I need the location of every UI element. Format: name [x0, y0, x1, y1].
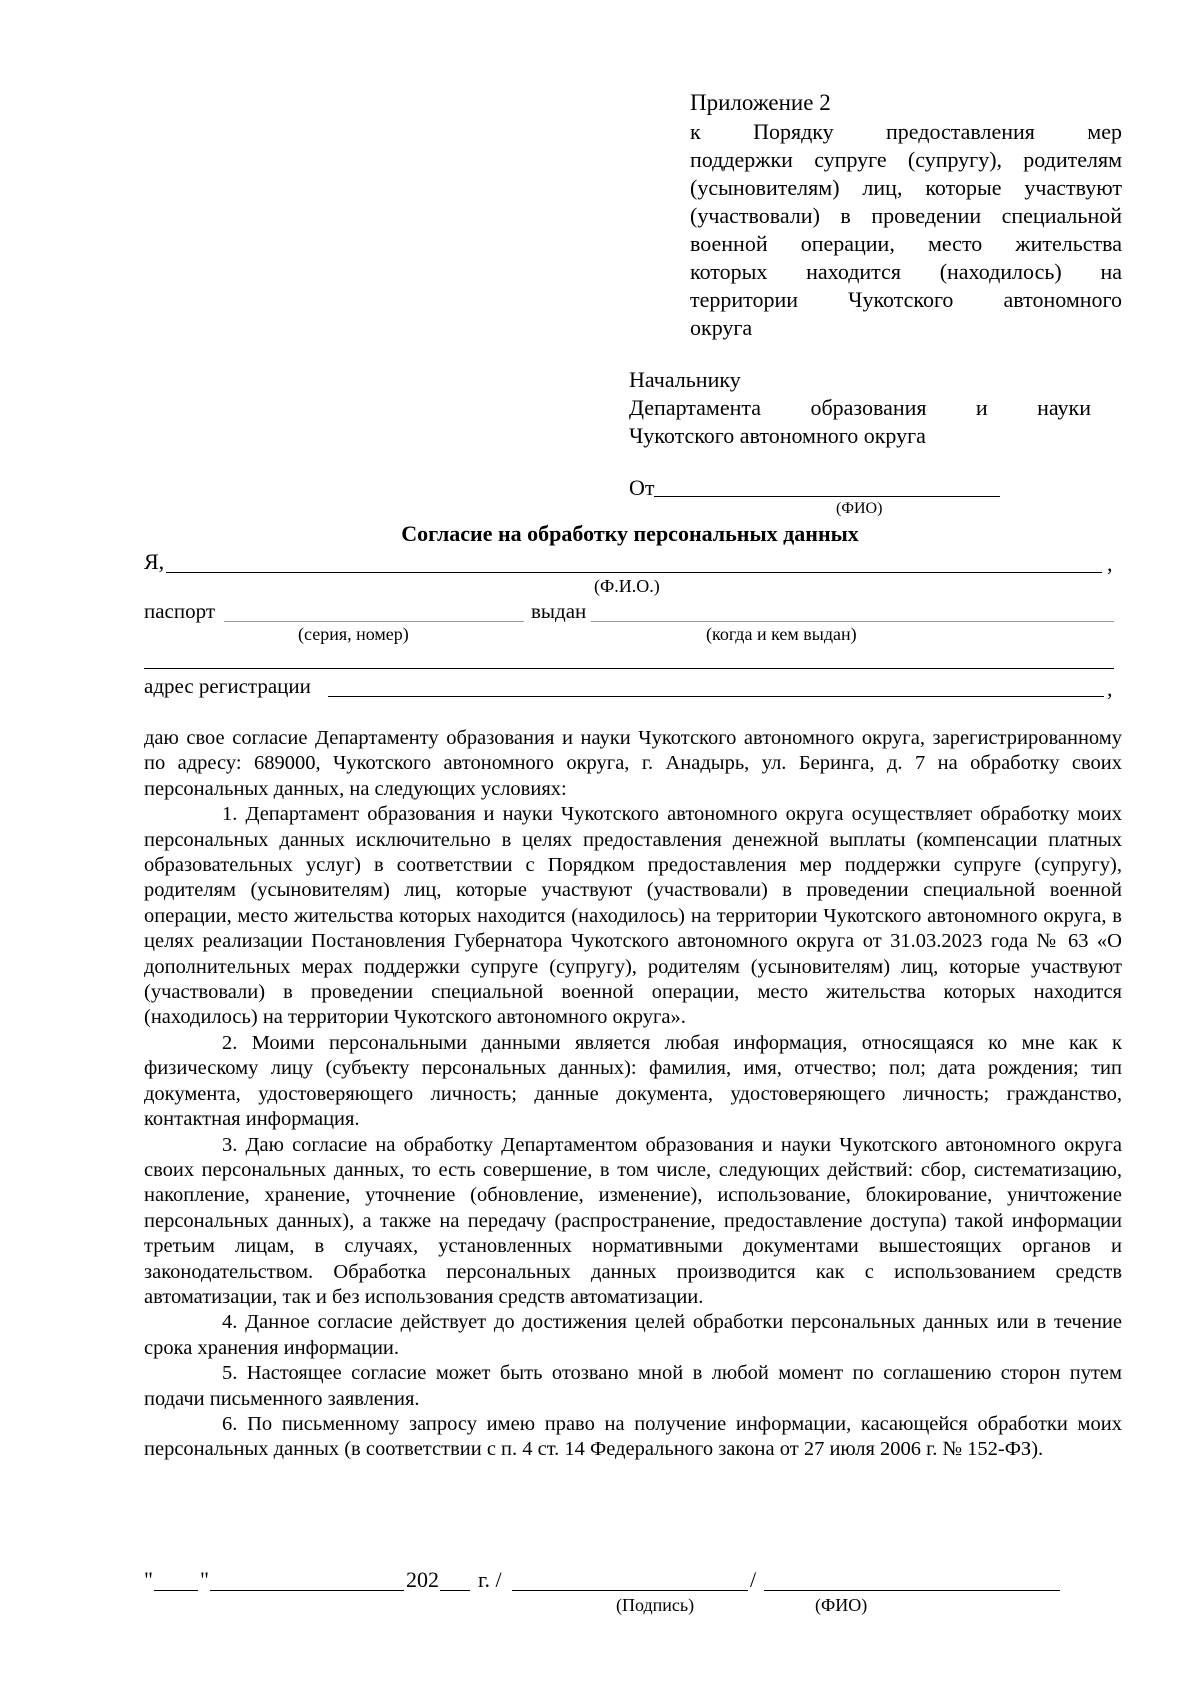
- sign-fio-caption: (ФИО): [815, 1595, 868, 1615]
- appendix-line: территории Чукотского автономного: [690, 287, 1122, 312]
- clause-paragraph: 6. По письменному запросу имею право на получение информации, касающейся обработки моих персональных данных (в соответствии с п. 4 ст. 14 Федерального закона от 27 июля 2006 г. № 152-ФЗ).: [144, 1412, 1122, 1461]
- appendix-line: которых находится (находилось) на: [690, 259, 1122, 284]
- address-comma: ,: [1107, 676, 1113, 701]
- addressee-line: Чукотского автономного округа: [629, 423, 926, 448]
- appendix-line: к Порядку предоставления мер: [690, 119, 1122, 144]
- clause-paragraph: 5. Настоящее согласие может быть отозвано мной в любой момент по соглашению сторон путем подачи письменного заявления.: [144, 1362, 1122, 1410]
- quote-open: ": [144, 1567, 153, 1592]
- appendix-line: (участвовали) в проведении специальной: [690, 203, 1122, 228]
- from-fio-line[interactable]: [654, 474, 1000, 497]
- year-line[interactable]: [440, 1566, 470, 1591]
- month-line[interactable]: [210, 1566, 404, 1591]
- clause-paragraph: 3. Даю согласие на обработку Департаментом образования и науки Чукотского автономного округа своих персональных данных, то есть совершение, в том числе, следующих действий: сбор, систематизацию, накопление, хранение, уточнение (обновление, изменение), использование, блокирование, уничтожение персональных данных), а также на передачу (распространение, предоставление доступа) такой информации третьим лицам, в случаях, установленных нормативными документами вышестоящих органов и законодательством. Обработка персональных данных производится как с использованием средств автоматизации, так и без использования средств автоматизации.: [144, 1133, 1122, 1308]
- from-fio-caption: (ФИО): [836, 500, 883, 517]
- sign-caption: (Подпись): [616, 1595, 695, 1615]
- sign-fio-line[interactable]: [764, 1566, 1060, 1591]
- i-label: Я,: [144, 549, 165, 574]
- appendix-line: поддержки супруге (супругу), родителям: [690, 147, 1122, 172]
- appendix-line: округа: [690, 315, 753, 340]
- passport-series-line[interactable]: [224, 598, 524, 622]
- blank-line[interactable]: [144, 648, 1114, 669]
- appendix-line: военной операции, место жительства: [690, 231, 1122, 256]
- signature-row: [144, 1566, 1144, 1596]
- clause-paragraph: 2. Моими персональными данными является любая информация, относящаяся ко мне как к физическому лицу (субъекту персональных данных): фамилия, имя, отчество; пол; дата рождения; тип документа, удостоверяющего личность; данные документа, удостоверяющего личность; гражданство, контактная информация.: [144, 1031, 1122, 1131]
- clause-paragraph: 4. Данное согласие действует до достижения целей обработки персональных данных или в течение срока хранения информации.: [144, 1311, 1122, 1359]
- series-caption: (серия, номер): [298, 624, 409, 644]
- intro-paragraph: даю свое согласие Департаменту образования и науки Чукотского автономного округа, зарегистрированному по адресу: 689000, Чукотского автономного округа, г. Анадырь, ул. Беринга, д. 7 на обработку своих персональных данных, на следующих условиях:: [144, 727, 1122, 800]
- appendix-title: Приложение 2: [690, 90, 831, 115]
- appendix-line: (усыновителям) лиц, которые участвуют: [690, 175, 1122, 200]
- address-label: адрес регистрации: [144, 674, 311, 698]
- body-text: [144, 726, 1122, 1463]
- addressee-line: Начальнику: [629, 367, 741, 392]
- document-title: Согласие на обработку персональных данных: [401, 521, 859, 546]
- slash: /: [750, 1567, 757, 1592]
- passport-label: паспорт: [144, 599, 216, 623]
- issued-caption: (когда и кем выдан): [706, 624, 857, 644]
- addressee-block: [629, 366, 1091, 450]
- day-line[interactable]: [154, 1566, 198, 1591]
- fio-line[interactable]: [166, 548, 1102, 573]
- addressee-line: Департамента образования и науки: [629, 395, 1091, 420]
- address-line[interactable]: [328, 673, 1104, 697]
- year-suffix: г. /: [478, 1567, 502, 1592]
- quote-close: ": [200, 1567, 209, 1592]
- appendix-block: [690, 88, 1122, 342]
- year-prefix: 202: [406, 1567, 439, 1592]
- from-label: От: [629, 475, 655, 500]
- issued-label: выдан: [531, 599, 587, 623]
- issued-line[interactable]: [591, 598, 1114, 622]
- fio-comma: ,: [1107, 551, 1113, 576]
- clause-paragraph: 1. Департамент образования и науки Чукотского автономного округа осуществляет обработку моих персональных данных исключительно в целях предоставления денежной выплаты (компенсации платных образовательных услуг) в соответствии с Порядком предоставления мер поддержки супруге (супругу), родителям (усыновителям) лиц, которые участвуют (участвовали) в проведении специальной военной операции, место жительства которых находится (находилось) на территории Чукотского автономного округа, в целях реализации Постановления Губернатора Чукотского автономного округа от 31.03.2023 года № 63 «О дополнительных мерах поддержки супруге (супругу), родителям (усыновителям) лиц, которые участвуют (участвовали) в проведении специальной военной операции, место жительства которых находится (находилось) на территории Чукотского автономного округа».: [144, 803, 1122, 1029]
- fio-caption: (Ф.И.О.): [594, 576, 660, 596]
- signature-line[interactable]: [512, 1566, 748, 1591]
